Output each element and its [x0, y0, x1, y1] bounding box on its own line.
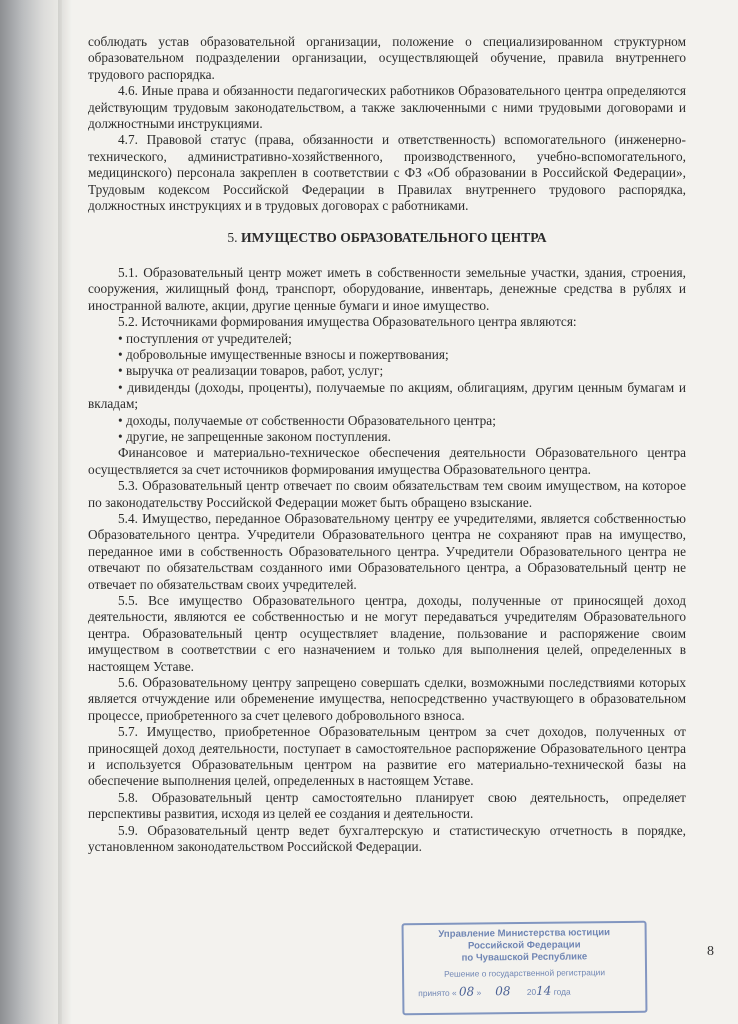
- paragraph-intro-continuation: соблюдать устав образовательной организации, положение о специализированном структурном образовательном подразделении организации, осуществляющей обучение, правила внутреннего трудового распорядка.: [88, 34, 686, 82]
- stamp-date-day: 08: [458, 984, 475, 999]
- stamp-date-suffix: года: [553, 986, 571, 997]
- section-number: 5.: [227, 230, 241, 246]
- paragraph-5-9: 5.9. Образовательный центр ведет бухгалтерскую и статистическую отчетность в порядке, установленном законодательством Российской Федерации.: [88, 822, 686, 855]
- binding-gutter: [58, 0, 72, 1024]
- paragraph-4-7: 4.7. Правовой статус (права, обязанности и ответственность) вспомогательного (инженерно-технического, административно-хозяйственного, производственного, учебно-вспомогательного, медицинского) персонала закреплен в соответствии с ФЗ «Об образовании в Российской Федерации», Трудовым кодексом Российской Федерации в Правилах внутреннего трудового распорядка, должностных инструкциях и в трудовых договорах с работниками.: [88, 132, 686, 214]
- list-item: • другие, не запрещенные законом поступления.: [118, 428, 391, 444]
- paragraph-5-3: 5.3. Образовательный центр отвечает по своим обязательствам тем своим имуществом, на которое по законодательству Российской Федерации может быть обращено взыскание.: [88, 478, 686, 510]
- paragraph-financing: Финансовое и материально-техническое обеспечения деятельности Образовательного центра осуществляется за счет источников формирования имущества Образовательного центра.: [88, 445, 686, 477]
- paragraph-5-7: 5.7. Имущество, приобретенное Образовательным центром за счет доходов, полученных от приносящей доход деятельности, поступает в самостоятельное распоряжение Образовательного центра и используется Образовательным центром на развитие его материально-технической базы на обеспечение выполнения целей, определенных в настоящем Уставе.: [88, 724, 686, 789]
- list-item: • доходы, получаемые от собственности Образовательного центра;: [118, 412, 496, 428]
- list-item: • добровольные имущественные взносы и пожертвования;: [118, 346, 449, 362]
- stamp-line-3: по Чувашской Республике: [461, 951, 588, 964]
- section-title: ИМУЩЕСТВО ОБРАЗОВАТЕЛЬНОГО ЦЕНТРА: [240, 230, 547, 246]
- stamp-date-year: 14: [536, 983, 552, 998]
- paragraph-4-6: 4.6. Иные права и обязанности педагогических работников Образовательного центра определяются действующим трудовым законодательством, а также заключенными с ними трудовыми договорами и должностными инструкциями.: [88, 83, 686, 132]
- stamp-date-month: 08: [495, 984, 511, 999]
- stamp-line-1: Управление Министерства юстиции: [438, 927, 611, 940]
- stamp-date-year-prefix: 20: [526, 986, 537, 997]
- paragraph-5-4: 5.4. Имущество, переданное Образовательному центру ее учредителями, является собственностью Образовательного центра. Учредители Образовательного центра не сохраняют прав на имущество, переданное ими в собственность Образовательного центра. Учредители Образовательного центра не отвечают по обязательствам созданного ими Образовательного центра, а Образовательный центр не отвечает по обязательствам своих учредителей.: [88, 510, 686, 592]
- page-number: 8: [707, 944, 714, 959]
- list-item: • дивиденды (доходы, проценты), получаемые по акциям, облигациям, другим ценным бумагам и вкладам;: [88, 379, 686, 412]
- stamp-date: принято « 08 » 08 2014 года: [418, 983, 571, 999]
- registration-stamp: [402, 921, 648, 1016]
- stamp-line-4: Решение о государственной регистрации: [444, 967, 606, 979]
- list-item: • выручка от реализации товаров, работ, услуг;: [118, 363, 384, 379]
- list-item: • поступления от учредителей;: [118, 330, 292, 346]
- paragraph-5-6: 5.6. Образовательному центру запрещено совершать сделки, возможными последствиями которых является отчуждение или обременение имущества, непосредственно участвующего в образовательном процессе, приобретенного за счет целевого добровольного взноса.: [88, 675, 686, 723]
- document-page: [88, 34, 686, 856]
- section-heading: [88, 230, 686, 246]
- stamp-line-2: Российской Федерации: [467, 939, 581, 952]
- paragraph-5-5: 5.5. Все имущество Образовательного центра, доходы, полученные от приносящей доход деятельности, являются ее собственностью и не могут передаваться учредителям Образовательного центра. Образовательный центр осуществляет владение, пользование и распоряжение своим имуществом в соответствии с его назначением и только для выполнения целей, определенных в настоящем Уставе.: [88, 593, 686, 674]
- paragraph-5-8: 5.8. Образовательный центр самостоятельно планирует свою деятельность, определяет перспективы развития, исходя из целей ее создания и деятельности.: [88, 789, 686, 822]
- paragraph-5-1: 5.1. Образовательный центр может иметь в собственности земельные участки, здания, строения, сооружения, жилищный фонд, транспорт, оборудование, инвентарь, денежные средства в рублях и иностранной валюте, акции, другие ценные бумаги и иное имущество.: [88, 264, 686, 313]
- stamp-date-prefix: принято «: [418, 987, 457, 999]
- book-spine-shadow: [0, 0, 62, 1024]
- paragraph-5-2: 5.2. Источниками формирования имущества Образовательного центра являются:: [118, 314, 577, 330]
